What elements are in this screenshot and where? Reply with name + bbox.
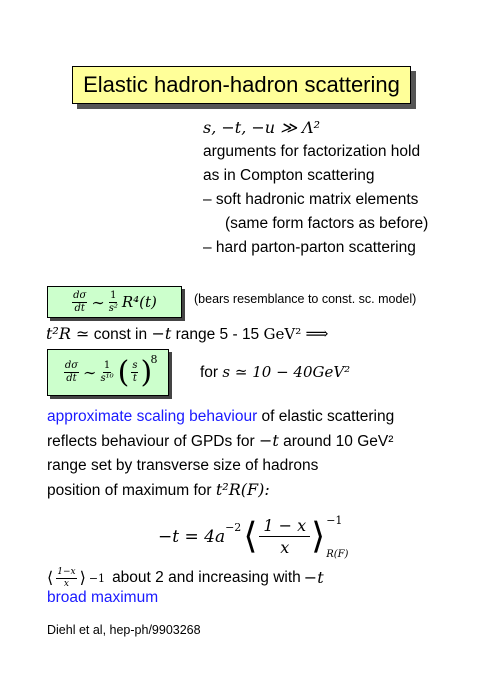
bottom-text: about 2 and increasing with — [112, 569, 301, 586]
box-1-note: (bears resemblance to const. sc. model) — [194, 292, 417, 306]
scaling-line-4 — [47, 478, 487, 503]
scaling-line-1-rest: of elastic scattering — [261, 408, 395, 425]
energy-formula: s ≃ 10 − 40GeV² — [222, 363, 351, 381]
sim-symbol: ∼ — [91, 292, 105, 312]
dsigma-dt-fraction — [64, 361, 79, 384]
fraction-denominator: s¹⁰ — [100, 373, 114, 384]
intro-line-3: – soft hadronic matrix elements — [203, 191, 419, 208]
one-over-s10-fraction — [100, 361, 113, 384]
range-text: range 5 - 15 — [175, 326, 260, 343]
minus-t: −t — [151, 324, 172, 343]
intro-line-4: (same form factors as before) — [225, 215, 429, 232]
scaling-line-1 — [47, 405, 487, 429]
fraction-denominator: t — [132, 373, 137, 384]
for-text: for — [200, 364, 219, 381]
small-right-angle: ⟩ — [79, 568, 86, 587]
form-factor-term: R⁴(t) — [121, 293, 157, 311]
small-left-angle: ⟨ — [47, 568, 54, 587]
fraction-denominator: x — [280, 538, 290, 557]
reference: Diehl et al, hep-ph/9903268 — [47, 623, 201, 637]
one-minus-x-fraction — [259, 518, 310, 556]
scaling-line-4-text: position of maximum for — [47, 482, 212, 499]
left-paren: ( — [117, 354, 130, 390]
fraction-numerator: 1 — [110, 289, 117, 301]
scaling-line-3: range set by transverse size of hadrons — [47, 457, 319, 474]
fraction-denominator: s² — [108, 302, 118, 314]
t2r-expression: t²R ≃ — [46, 324, 90, 343]
formula-exponent: −2 — [225, 521, 242, 534]
power-exponent: 8 — [150, 352, 158, 366]
sim-symbol: ∼ — [83, 363, 97, 382]
scaling-highlight: approximate scaling behaviour — [47, 408, 258, 425]
scaling-line-2-tail: around 10 GeV² — [283, 433, 394, 450]
title-box — [72, 66, 411, 104]
intro-line-5: – hard parton-parton scattering — [203, 239, 416, 256]
small-exponent: −1 — [88, 572, 106, 585]
fraction-denominator: x — [63, 578, 69, 589]
right-paren: ) 8 — [140, 352, 158, 390]
formula-scripts — [326, 514, 348, 560]
left-angle: ⟨ — [243, 516, 258, 557]
s-over-t-fraction — [131, 361, 138, 384]
broad-maximum: broad maximum — [47, 589, 159, 606]
fraction-numerator: dσ — [73, 289, 87, 301]
scaling-paragraph — [47, 405, 487, 503]
intro-line-1: arguments for factorization hold — [203, 143, 421, 160]
fraction-numerator: 1−x — [57, 566, 76, 577]
one-over-s2-fraction — [109, 291, 118, 314]
gev-unit: GeV² — [263, 325, 302, 343]
right-angle: ⟩ — [311, 516, 326, 557]
scaling-line-2-text: reflects behaviour of GPDs for — [47, 433, 255, 450]
intro-line-2: as in Compton scattering — [203, 167, 375, 184]
fraction-denominator: dt — [74, 302, 85, 314]
cross-section-box-1 — [47, 286, 182, 318]
outer-exponent: −1 — [326, 514, 343, 527]
fraction-numerator: 1 — [103, 360, 111, 371]
const-text: const in — [93, 326, 148, 343]
intro-block — [203, 116, 483, 260]
fraction-numerator: s — [132, 360, 138, 371]
energy-range — [200, 360, 350, 385]
implies-arrow: ⟹ — [305, 324, 329, 343]
page-title: Elastic hadron-hadron scattering — [83, 72, 400, 97]
cross-section-box-2 — [47, 349, 169, 396]
subscript-rf: R(F) — [326, 549, 349, 560]
minus-t: −t — [303, 568, 324, 587]
condition-formula: s, −t, −u ≫ Λ² — [203, 118, 320, 137]
fraction-denominator: dt — [66, 373, 77, 384]
minus-t: −t — [258, 431, 279, 450]
fraction-numerator: 1 − x — [259, 518, 310, 537]
maximum-formula — [158, 513, 348, 561]
scaling-line-2 — [47, 429, 487, 454]
dsigma-dt-fraction — [72, 291, 87, 314]
const-line — [46, 322, 328, 347]
t2rf-expression: t²R(F): — [215, 480, 270, 499]
fraction-numerator: dσ — [64, 360, 79, 371]
formula-lhs: −t = 4a — [158, 527, 226, 547]
